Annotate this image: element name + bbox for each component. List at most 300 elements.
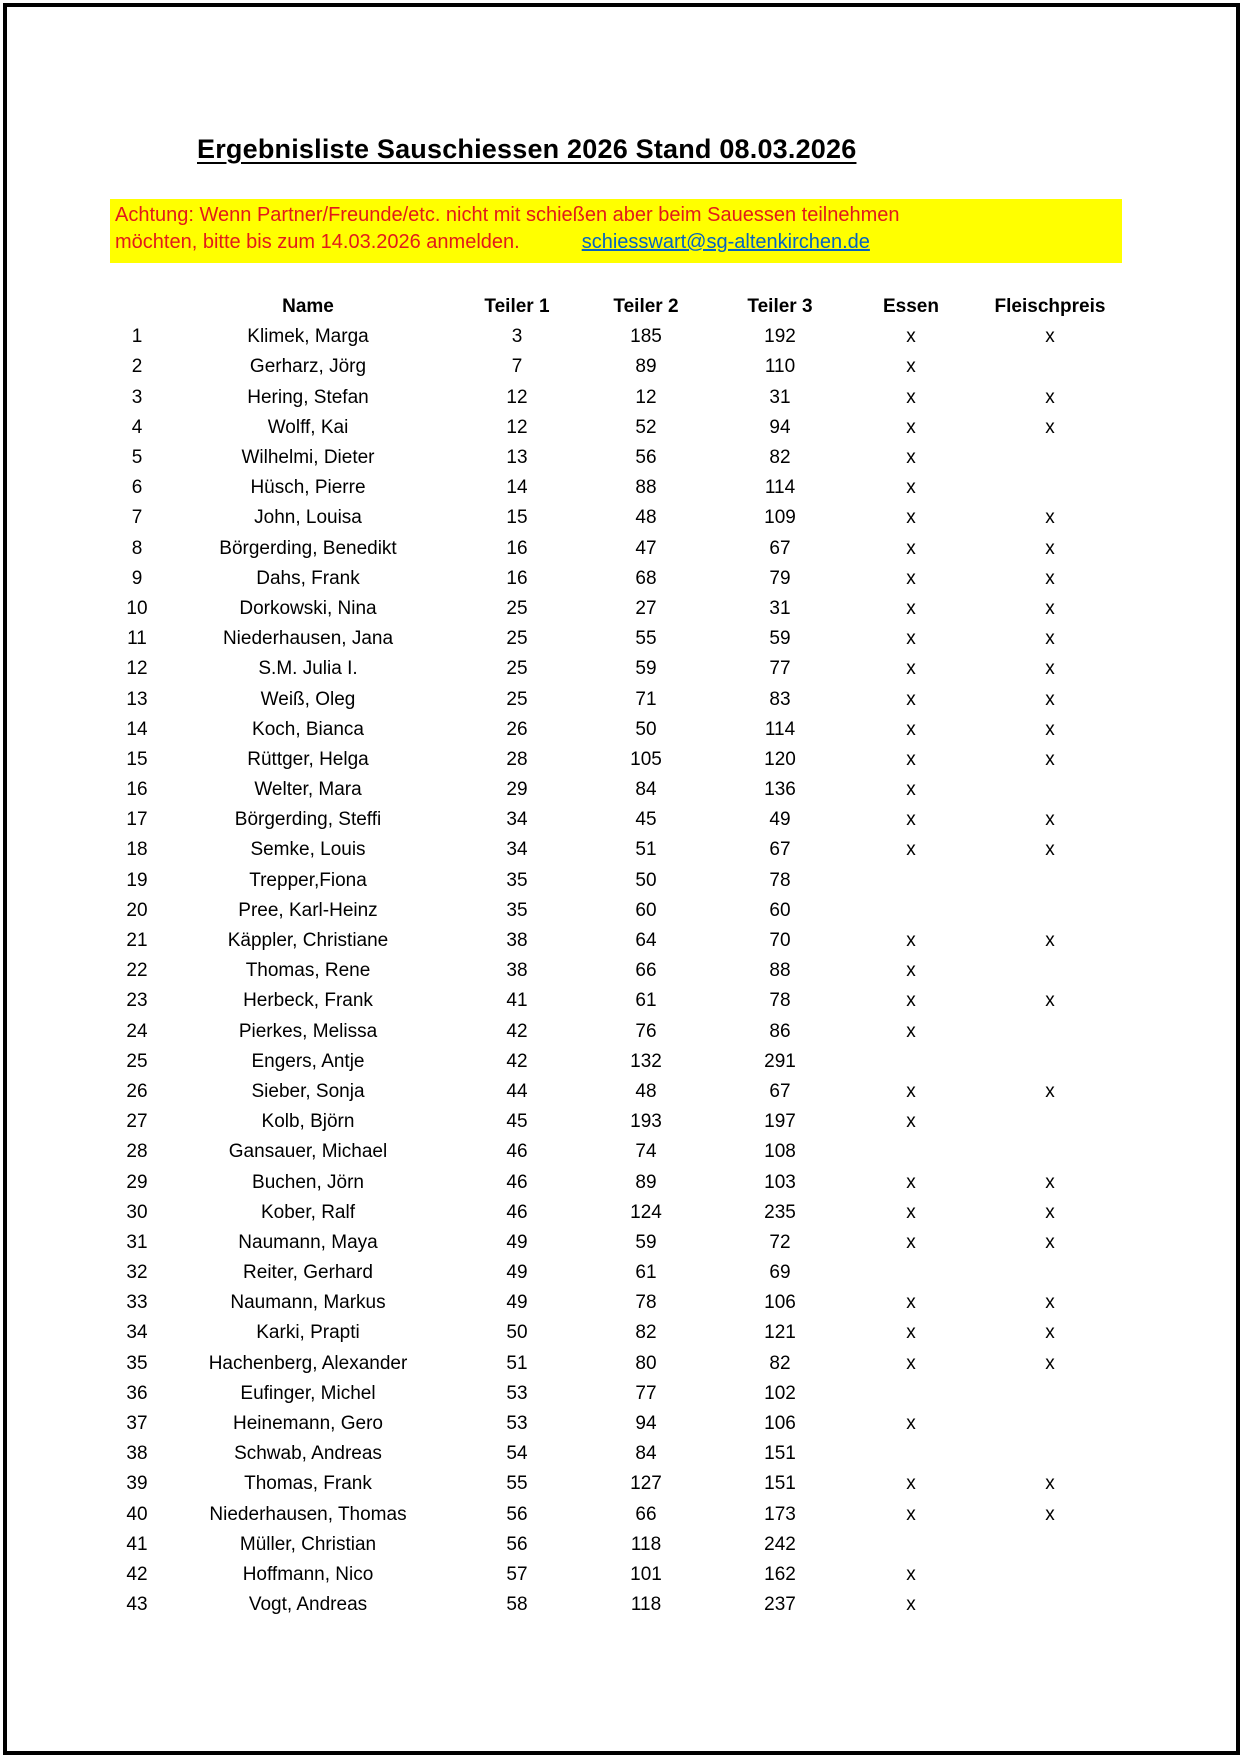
cell-teiler3: 94 (769, 416, 791, 438)
cell-teiler1: 49 (506, 1262, 528, 1284)
cell-rank: 9 (131, 567, 143, 589)
cell-teiler3: 151 (764, 1473, 796, 1495)
table-row (90, 986, 1148, 1016)
cell-name: Wolff, Kai (267, 416, 349, 438)
cell-essen: x (906, 839, 916, 861)
cell-teiler2: 59 (635, 1231, 657, 1253)
cell-teiler2: 82 (635, 1322, 657, 1344)
cell-teiler3: 136 (764, 779, 796, 801)
cell-teiler1: 38 (506, 960, 528, 982)
cell-teiler2: 84 (635, 779, 657, 801)
cell-teiler3: 31 (769, 597, 791, 619)
cell-teiler3: 103 (764, 1171, 796, 1193)
cell-teiler3: 67 (769, 537, 791, 559)
cell-rank: 34 (126, 1322, 148, 1344)
table-row (90, 564, 1148, 594)
table-row (90, 1017, 1148, 1047)
cell-fleischpreis: x (1045, 658, 1055, 680)
cell-teiler1: 25 (506, 658, 528, 680)
cell-teiler2: 47 (635, 537, 657, 559)
cell-teiler2: 94 (635, 1413, 657, 1435)
table-row (90, 835, 1148, 865)
cell-name: Thomas, Rene (245, 960, 371, 982)
cell-essen: x (906, 477, 916, 499)
cell-fleischpreis: x (1045, 1231, 1055, 1253)
table-row (90, 866, 1148, 896)
cell-essen: x (906, 628, 916, 650)
cell-teiler2: 74 (635, 1141, 657, 1163)
cell-fleischpreis: x (1045, 416, 1055, 438)
table-row (90, 715, 1148, 745)
cell-teiler2: 118 (630, 1594, 662, 1616)
cell-fleischpreis: x (1045, 748, 1055, 770)
table-row (90, 534, 1148, 564)
cell-teiler2: 48 (635, 1080, 657, 1102)
cell-rank: 15 (126, 748, 148, 770)
cell-teiler3: 67 (769, 839, 791, 861)
cell-name: Buchen, Jörn (252, 1171, 364, 1193)
cell-teiler3: 83 (769, 688, 791, 710)
cell-rank: 22 (126, 960, 148, 982)
cell-essen: x (906, 930, 916, 952)
column-header-essen: Essen (883, 296, 939, 318)
table-row (90, 352, 1148, 382)
cell-teiler2: 77 (635, 1382, 657, 1404)
table-row (90, 1137, 1148, 1167)
cell-teiler2: 124 (630, 1201, 662, 1223)
cell-essen: x (906, 658, 916, 680)
cell-teiler2: 68 (635, 567, 657, 589)
cell-fleischpreis: x (1045, 718, 1055, 740)
cell-fleischpreis: x (1045, 1171, 1055, 1193)
cell-rank: 21 (126, 930, 148, 952)
cell-teiler2: 61 (635, 1262, 657, 1284)
cell-teiler1: 34 (506, 809, 528, 831)
cell-essen: x (906, 748, 916, 770)
cell-fleischpreis: x (1045, 326, 1055, 348)
cell-rank: 40 (126, 1503, 148, 1525)
cell-teiler2: 101 (630, 1563, 662, 1585)
cell-rank: 2 (131, 356, 143, 378)
cell-rank: 29 (126, 1171, 148, 1193)
cell-teiler3: 114 (764, 718, 796, 740)
cell-teiler2: 50 (635, 718, 657, 740)
cell-essen: x (906, 990, 916, 1012)
cell-teiler2: 66 (635, 960, 657, 982)
cell-essen: x (906, 1594, 916, 1616)
cell-teiler1: 12 (506, 386, 528, 408)
cell-essen: x (906, 960, 916, 982)
notice-line2 (115, 229, 1122, 256)
cell-teiler1: 49 (506, 1231, 528, 1253)
table-row (90, 473, 1148, 503)
cell-teiler3: 110 (764, 356, 796, 378)
column-header-teiler3: Teiler 3 (747, 296, 813, 318)
table-row (90, 1077, 1148, 1107)
cell-fleischpreis: x (1045, 386, 1055, 408)
cell-teiler1: 26 (506, 718, 528, 740)
page-title: Ergebnisliste Sauschiessen 2026 Stand 08.03.2026 (197, 134, 857, 165)
table-row (90, 926, 1148, 956)
cell-name: Kolb, Björn (261, 1111, 355, 1133)
cell-teiler3: 78 (769, 869, 791, 891)
cell-name: S.M. Julia I. (258, 658, 358, 680)
table-row (90, 1379, 1148, 1409)
cell-teiler1: 46 (506, 1171, 528, 1193)
cell-teiler2: 64 (635, 930, 657, 952)
cell-teiler2: 88 (635, 477, 657, 499)
cell-fleischpreis: x (1045, 567, 1055, 589)
cell-teiler2: 48 (635, 507, 657, 529)
table-row (90, 745, 1148, 775)
cell-name: Koch, Bianca (252, 718, 364, 740)
cell-teiler2: 55 (635, 628, 657, 650)
cell-fleischpreis: x (1045, 1352, 1055, 1374)
cell-essen: x (906, 1231, 916, 1253)
cell-name: Dorkowski, Nina (239, 597, 377, 619)
cell-rank: 3 (131, 386, 143, 408)
cell-essen: x (906, 1413, 916, 1435)
cell-rank: 10 (126, 597, 148, 619)
cell-name: John, Louisa (254, 507, 362, 529)
cell-name: Klimek, Marga (247, 326, 369, 348)
cell-rank: 42 (126, 1563, 148, 1585)
cell-teiler2: 27 (635, 597, 657, 619)
cell-rank: 26 (126, 1080, 148, 1102)
cell-essen: x (906, 416, 916, 438)
cell-essen: x (906, 326, 916, 348)
cell-essen: x (906, 1563, 916, 1585)
cell-name: Börgerding, Steffi (234, 809, 382, 831)
table-row (90, 1409, 1148, 1439)
cell-rank: 14 (126, 718, 148, 740)
cell-teiler3: 59 (769, 628, 791, 650)
table-row (90, 413, 1148, 443)
table-row (90, 1469, 1148, 1499)
cell-teiler2: 185 (630, 326, 662, 348)
cell-teiler1: 42 (506, 1050, 528, 1072)
cell-teiler2: 193 (630, 1111, 662, 1133)
cell-name: Käppler, Christiane (227, 930, 389, 952)
cell-teiler2: 12 (635, 386, 657, 408)
cell-teiler1: 16 (506, 537, 528, 559)
cell-fleischpreis: x (1045, 537, 1055, 559)
cell-teiler2: 60 (635, 899, 657, 921)
cell-name: Hüsch, Pierre (250, 477, 366, 499)
cell-teiler2: 50 (635, 869, 657, 891)
cell-essen: x (906, 688, 916, 710)
cell-teiler1: 49 (506, 1292, 528, 1314)
cell-teiler2: 56 (635, 447, 657, 469)
cell-name: Pree, Karl-Heinz (238, 899, 378, 921)
cell-teiler2: 89 (635, 356, 657, 378)
table-row (90, 1047, 1148, 1077)
cell-name: Reiter, Gerhard (243, 1262, 373, 1284)
table-row (90, 684, 1148, 714)
cell-teiler1: 13 (506, 447, 528, 469)
cell-name: Pierkes, Melissa (238, 1020, 378, 1042)
cell-teiler3: 120 (764, 748, 796, 770)
cell-essen: x (906, 1080, 916, 1102)
cell-rank: 31 (126, 1231, 148, 1253)
cell-rank: 35 (126, 1352, 148, 1374)
cell-teiler1: 35 (506, 869, 528, 891)
cell-rank: 23 (126, 990, 148, 1012)
cell-name: Heinemann, Gero (233, 1413, 383, 1435)
table-row (90, 1107, 1148, 1137)
cell-teiler1: 14 (506, 477, 528, 499)
cell-teiler1: 46 (506, 1201, 528, 1223)
cell-rank: 36 (126, 1382, 148, 1404)
cell-teiler1: 25 (506, 688, 528, 710)
cell-essen: x (906, 356, 916, 378)
column-header-teiler2: Teiler 2 (613, 296, 679, 318)
cell-teiler1: 42 (506, 1020, 528, 1042)
cell-fleischpreis: x (1045, 1322, 1055, 1344)
cell-name: Weiß, Oleg (260, 688, 356, 710)
cell-fleischpreis: x (1045, 1503, 1055, 1525)
cell-name: Gerharz, Jörg (249, 356, 367, 378)
table-row (90, 1228, 1148, 1258)
cell-name: Kober, Ralf (261, 1201, 355, 1223)
cell-teiler3: 88 (769, 960, 791, 982)
cell-fleischpreis: x (1045, 1080, 1055, 1102)
table-row (90, 443, 1148, 473)
table-row (90, 896, 1148, 926)
cell-teiler2: 127 (630, 1473, 662, 1495)
cell-fleischpreis: x (1045, 839, 1055, 861)
cell-essen: x (906, 1503, 916, 1525)
cell-rank: 4 (131, 416, 143, 438)
table-row (90, 1198, 1148, 1228)
cell-teiler1: 54 (506, 1443, 528, 1465)
table-row (90, 1560, 1148, 1590)
cell-teiler3: 102 (764, 1382, 796, 1404)
cell-essen: x (906, 1473, 916, 1495)
cell-rank: 5 (131, 447, 143, 469)
cell-teiler1: 53 (506, 1382, 528, 1404)
cell-rank: 41 (126, 1533, 148, 1555)
cell-teiler3: 82 (769, 1352, 791, 1374)
cell-teiler3: 242 (764, 1533, 796, 1555)
cell-rank: 27 (126, 1111, 148, 1133)
cell-essen: x (906, 386, 916, 408)
cell-essen: x (906, 507, 916, 529)
table-header-row (90, 292, 1148, 322)
cell-teiler3: 49 (769, 809, 791, 831)
cell-teiler2: 51 (635, 839, 657, 861)
cell-teiler2: 78 (635, 1292, 657, 1314)
cell-teiler1: 15 (506, 507, 528, 529)
cell-name: Karki, Prapti (256, 1322, 360, 1344)
table-row (90, 503, 1148, 533)
cell-teiler2: 84 (635, 1443, 657, 1465)
cell-teiler3: 109 (764, 507, 796, 529)
email-link[interactable]: schiesswart@sg-altenkirchen.de (581, 231, 870, 253)
cell-name: Sieber, Sonja (251, 1080, 365, 1102)
cell-fleischpreis: x (1045, 628, 1055, 650)
cell-essen: x (906, 597, 916, 619)
cell-teiler3: 106 (764, 1292, 796, 1314)
table-row (90, 1530, 1148, 1560)
cell-teiler1: 25 (506, 628, 528, 650)
cell-teiler3: 237 (764, 1594, 796, 1616)
cell-rank: 33 (126, 1292, 148, 1314)
cell-teiler3: 106 (764, 1413, 796, 1435)
cell-teiler2: 59 (635, 658, 657, 680)
table-row (90, 322, 1148, 352)
cell-name: Welter, Mara (254, 779, 362, 801)
cell-rank: 6 (131, 477, 143, 499)
cell-name: Hering, Stefan (247, 386, 369, 408)
cell-name: Semke, Louis (250, 839, 366, 861)
notice-line1: Achtung: Wenn Partner/Freunde/etc. nicht mit schießen aber beim Sauessen teilnehmen (115, 204, 900, 226)
cell-fleischpreis: x (1045, 809, 1055, 831)
cell-rank: 37 (126, 1413, 148, 1435)
cell-name: Dahs, Frank (256, 567, 360, 589)
cell-essen: x (906, 567, 916, 589)
cell-rank: 32 (126, 1262, 148, 1284)
cell-teiler1: 12 (506, 416, 528, 438)
table-row (90, 1288, 1148, 1318)
cell-name: Naumann, Maya (238, 1231, 378, 1253)
cell-teiler2: 61 (635, 990, 657, 1012)
cell-teiler3: 173 (764, 1503, 796, 1525)
cell-teiler1: 16 (506, 567, 528, 589)
cell-teiler1: 41 (506, 990, 528, 1012)
table-row (90, 654, 1148, 684)
cell-teiler3: 162 (764, 1563, 796, 1585)
cell-rank: 24 (126, 1020, 148, 1042)
cell-name: Hoffmann, Nico (242, 1563, 374, 1585)
cell-teiler1: 28 (506, 748, 528, 770)
cell-rank: 12 (126, 658, 148, 680)
cell-teiler2: 52 (635, 416, 657, 438)
cell-name: Müller, Christian (239, 1533, 377, 1555)
cell-teiler3: 121 (764, 1322, 796, 1344)
cell-teiler2: 66 (635, 1503, 657, 1525)
cell-fleischpreis: x (1045, 507, 1055, 529)
cell-teiler1: 25 (506, 597, 528, 619)
cell-fleischpreis: x (1045, 930, 1055, 952)
cell-essen: x (906, 809, 916, 831)
cell-essen: x (906, 1020, 916, 1042)
cell-teiler3: 77 (769, 658, 791, 680)
cell-essen: x (906, 779, 916, 801)
results-table (90, 292, 1148, 1620)
table-row (90, 383, 1148, 413)
results-table-body (90, 322, 1148, 1620)
cell-essen: x (906, 1352, 916, 1374)
cell-essen: x (906, 1111, 916, 1133)
cell-teiler1: 57 (506, 1563, 528, 1585)
cell-name: Hachenberg, Alexander (208, 1352, 408, 1374)
cell-rank: 17 (126, 809, 148, 831)
cell-rank: 25 (126, 1050, 148, 1072)
cell-rank: 13 (126, 688, 148, 710)
cell-rank: 8 (131, 537, 143, 559)
cell-teiler3: 72 (769, 1231, 791, 1253)
cell-teiler1: 56 (506, 1503, 528, 1525)
cell-teiler1: 53 (506, 1413, 528, 1435)
cell-rank: 43 (126, 1594, 148, 1616)
cell-teiler3: 78 (769, 990, 791, 1012)
cell-essen: x (906, 1171, 916, 1193)
cell-teiler2: 80 (635, 1352, 657, 1374)
cell-teiler1: 7 (511, 356, 523, 378)
cell-teiler1: 3 (511, 326, 523, 348)
cell-teiler3: 82 (769, 447, 791, 469)
cell-teiler1: 45 (506, 1111, 528, 1133)
cell-teiler3: 86 (769, 1020, 791, 1042)
cell-name: Niederhausen, Thomas (209, 1503, 407, 1525)
cell-rank: 11 (127, 628, 147, 650)
cell-name: Wilhelmi, Dieter (241, 447, 375, 469)
table-row (90, 1258, 1148, 1288)
table-row (90, 1167, 1148, 1197)
cell-teiler3: 197 (764, 1111, 796, 1133)
cell-name: Trepper,Fiona (249, 869, 367, 891)
cell-teiler3: 235 (764, 1201, 796, 1223)
cell-teiler1: 51 (506, 1352, 528, 1374)
cell-name: Börgerding, Benedikt (219, 537, 397, 559)
cell-teiler1: 46 (506, 1141, 528, 1163)
cell-rank: 30 (126, 1201, 148, 1223)
cell-name: Schwab, Andreas (234, 1443, 382, 1465)
cell-rank: 16 (126, 779, 148, 801)
cell-teiler3: 151 (764, 1443, 796, 1465)
cell-rank: 38 (126, 1443, 148, 1465)
cell-teiler3: 69 (769, 1262, 791, 1284)
cell-teiler2: 71 (635, 688, 657, 710)
column-header-name: Name (282, 296, 334, 318)
column-header-fleischpreis: Fleischpreis (994, 296, 1106, 318)
table-row (90, 624, 1148, 654)
cell-teiler1: 55 (506, 1473, 528, 1495)
cell-teiler3: 291 (764, 1050, 796, 1072)
cell-name: Gansauer, Michael (228, 1141, 388, 1163)
cell-fleischpreis: x (1045, 1201, 1055, 1223)
cell-fleischpreis: x (1045, 990, 1055, 1012)
cell-name: Niederhausen, Jana (222, 628, 394, 650)
table-row (90, 1439, 1148, 1469)
cell-teiler1: 34 (506, 839, 528, 861)
cell-rank: 28 (126, 1141, 148, 1163)
cell-teiler2: 89 (635, 1171, 657, 1193)
cell-rank: 20 (126, 899, 148, 921)
cell-name: Rüttger, Helga (247, 748, 369, 770)
cell-teiler1: 50 (506, 1322, 528, 1344)
table-row (90, 594, 1148, 624)
cell-name: Engers, Antje (251, 1050, 365, 1072)
table-row (90, 1349, 1148, 1379)
cell-name: Naumann, Markus (230, 1292, 386, 1314)
notice-box (110, 199, 1122, 263)
cell-teiler1: 44 (506, 1080, 528, 1102)
cell-fleischpreis: x (1045, 597, 1055, 619)
cell-teiler2: 45 (635, 809, 657, 831)
cell-name: Eufinger, Michel (240, 1382, 376, 1404)
table-row (90, 1590, 1148, 1620)
cell-fleischpreis: x (1045, 1292, 1055, 1314)
cell-teiler2: 105 (630, 748, 662, 770)
cell-name: Herbeck, Frank (243, 990, 373, 1012)
cell-teiler3: 67 (769, 1080, 791, 1102)
table-row (90, 1318, 1148, 1348)
cell-teiler1: 35 (506, 899, 528, 921)
cell-name: Vogt, Andreas (248, 1594, 368, 1616)
cell-rank: 1 (131, 326, 143, 348)
